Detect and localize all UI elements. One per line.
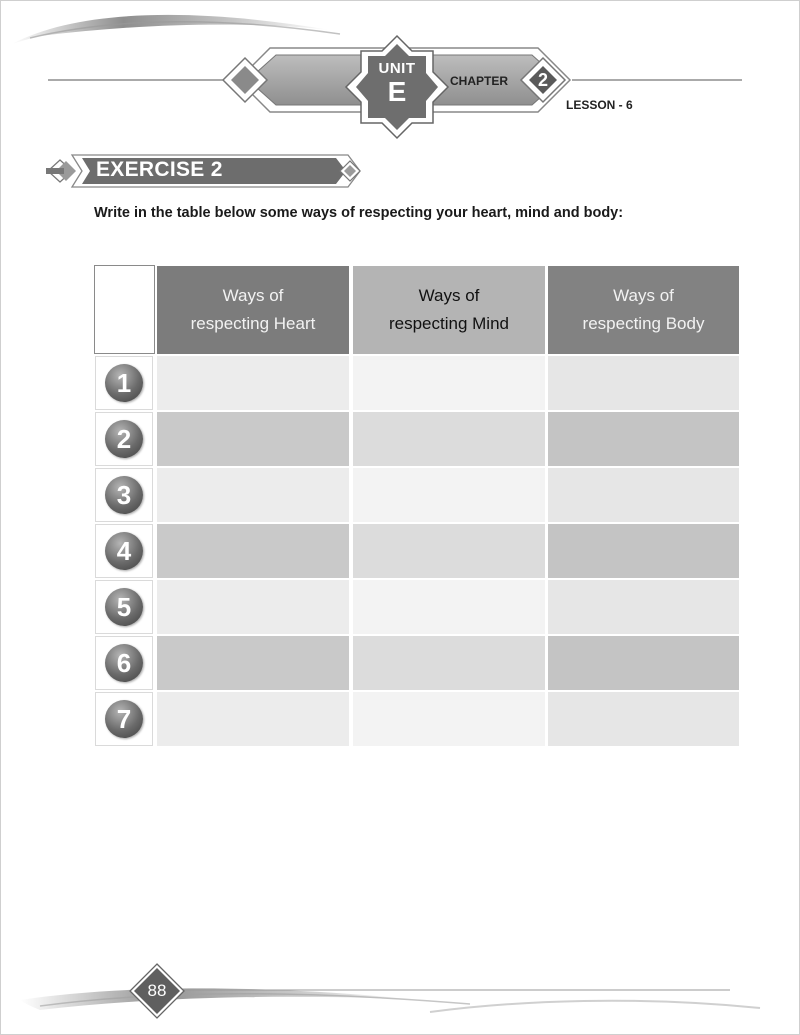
row-number-badge: 2	[105, 420, 143, 458]
answer-cell-mind[interactable]	[353, 692, 545, 746]
row-number-badge: 1	[105, 364, 143, 402]
row-number-badge: 5	[105, 588, 143, 626]
answer-cell-mind[interactable]	[353, 580, 545, 634]
answer-cell-body[interactable]	[548, 524, 739, 578]
answer-cell-heart[interactable]	[157, 636, 349, 690]
answer-cell-heart[interactable]	[157, 692, 349, 746]
answer-cell-mind[interactable]	[353, 356, 545, 410]
column-header-line: respecting Mind	[388, 314, 509, 333]
answer-cell-heart[interactable]	[157, 412, 349, 466]
column-header-line: Ways of	[418, 286, 480, 305]
answer-cell-mind[interactable]	[353, 524, 545, 578]
column-header-line: respecting Body	[582, 314, 705, 333]
row-number-badge: 6	[105, 644, 143, 682]
unit-letter: E	[387, 76, 407, 107]
table-corner-cell	[94, 265, 155, 354]
row-number-badge: 4	[105, 532, 143, 570]
column-header-body	[548, 266, 739, 354]
instruction-text: Write in the table below some ways of respecting your heart, mind and body:	[94, 205, 624, 221]
answer-cell-body[interactable]	[548, 412, 739, 466]
column-header-line: respecting Heart	[190, 314, 316, 333]
lesson-label: LESSON - 6	[566, 98, 633, 112]
answer-cell-mind[interactable]	[353, 412, 545, 466]
column-header-line: Ways of	[222, 286, 284, 305]
answer-cell-body[interactable]	[548, 468, 739, 522]
answer-cell-heart[interactable]	[157, 468, 349, 522]
answer-cell-body[interactable]	[548, 356, 739, 410]
answer-cell-heart[interactable]	[157, 356, 349, 410]
chapter-number: 2	[537, 70, 548, 90]
unit-label: UNIT	[378, 60, 416, 77]
answer-cell-body[interactable]	[548, 636, 739, 690]
row-number-badge: 3	[105, 476, 143, 514]
exercise-title: EXERCISE 2	[96, 158, 223, 181]
row-number-badge: 7	[105, 700, 143, 738]
column-header-mind	[353, 266, 545, 354]
top-swoosh	[12, 15, 330, 44]
answer-cell-body[interactable]	[548, 580, 739, 634]
answer-cell-heart[interactable]	[157, 580, 349, 634]
column-header-line: Ways of	[613, 286, 674, 305]
page-number: 88	[147, 981, 167, 1000]
answer-cell-mind[interactable]	[353, 468, 545, 522]
bottom-swoosh	[20, 988, 420, 1010]
column-header-heart	[157, 266, 349, 354]
answer-cell-body[interactable]	[548, 692, 739, 746]
answer-cell-heart[interactable]	[157, 524, 349, 578]
answer-cell-mind[interactable]	[353, 636, 545, 690]
chapter-label: CHAPTER	[450, 74, 509, 88]
